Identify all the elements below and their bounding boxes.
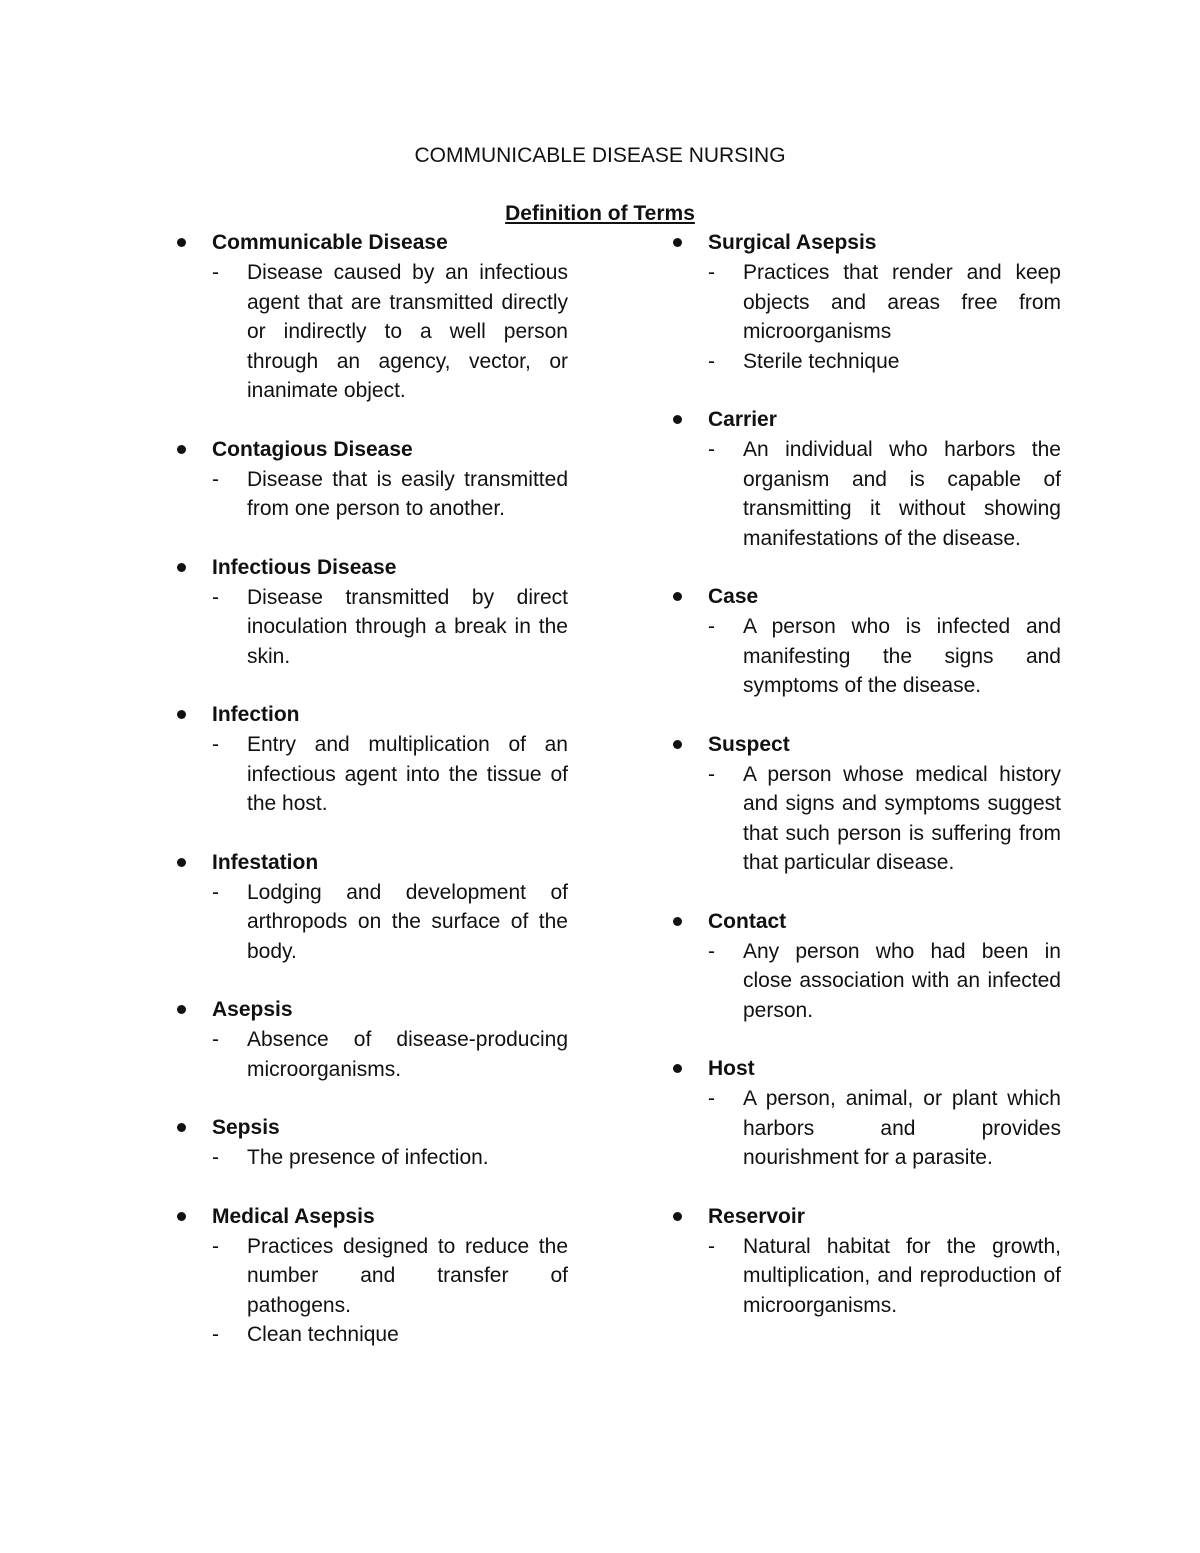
- dash-icon: -: [708, 349, 715, 373]
- dash-icon: -: [708, 1234, 715, 1258]
- definition-item: [708, 1084, 1061, 1173]
- definition-text: A person, animal, or plant which harbors and provides nourishment for a parasite.: [743, 1087, 1061, 1169]
- dash-icon: -: [708, 1087, 715, 1110]
- definition-item: [708, 1232, 1061, 1321]
- term-name: Carrier: [708, 408, 777, 431]
- bullet-icon: [177, 563, 186, 572]
- term-item: [666, 405, 1061, 553]
- term-item: [666, 228, 1061, 376]
- document-title: COMMUNICABLE DISEASE NURSING: [414, 144, 786, 167]
- dash-icon: -: [708, 939, 715, 963]
- term-name: Reservoir: [708, 1204, 805, 1228]
- definition-item: [708, 258, 1061, 347]
- bullet-icon: [177, 710, 186, 719]
- term-name: Host: [708, 1057, 755, 1080]
- definition-item: [212, 583, 568, 672]
- bullet-icon: [177, 1212, 186, 1221]
- definition-item: [212, 878, 568, 967]
- term-item: [170, 435, 568, 524]
- term-item: [666, 1202, 1061, 1321]
- definition-item: [708, 612, 1061, 701]
- definition-text: Lodging and development of arthropods on the surface of the body.: [247, 880, 568, 963]
- definition-text: Disease that is easily transmitted from one person to another.: [247, 467, 568, 520]
- left-column: [170, 228, 568, 1379]
- definition-text: Practices designed to reduce the number and transfer of pathogens.: [247, 1234, 568, 1317]
- definition-text: Disease caused by an infectious agent that are transmitted directly or indirectly to a well person through an agency, vector, or inanimate object.: [247, 261, 568, 402]
- dash-icon: -: [708, 762, 715, 786]
- bullet-icon: [673, 1212, 682, 1221]
- definition-item: [212, 465, 568, 524]
- definition-text: Any person who had been in close association with an infected person.: [743, 939, 1061, 1022]
- bullet-icon: [673, 238, 682, 247]
- term-item: [666, 1054, 1061, 1173]
- term-item: [170, 700, 568, 819]
- definition-item: [708, 937, 1061, 1026]
- dash-icon: -: [212, 880, 219, 904]
- definition-text: Natural habitat for the growth, multiplication, and reproduction of microorganisms.: [743, 1234, 1061, 1317]
- term-name: Surgical Asepsis: [708, 231, 877, 254]
- bullet-icon: [673, 740, 682, 749]
- definition-item: [708, 435, 1061, 553]
- dash-icon: -: [708, 261, 715, 284]
- definition-text: Entry and multiplication of an infectious agent into the tissue of the host.: [247, 733, 568, 815]
- term-item: [170, 228, 568, 406]
- bullet-icon: [673, 1064, 682, 1073]
- term-name: Infectious Disease: [212, 555, 397, 579]
- definition-item: [708, 347, 1061, 377]
- definition-text: Clean technique: [247, 1323, 399, 1346]
- dash-icon: -: [212, 585, 219, 609]
- definition-item: [708, 760, 1061, 878]
- definition-item: [212, 1143, 568, 1173]
- term-item: [666, 730, 1061, 878]
- definition-text: Absence of disease-producing microorganisms.: [247, 1028, 568, 1081]
- definition-item: [212, 1320, 568, 1350]
- dash-icon: -: [708, 438, 715, 461]
- term-item: [170, 553, 568, 672]
- dash-icon: -: [212, 733, 219, 756]
- term-name: Contagious Disease: [212, 437, 413, 461]
- term-name: Sepsis: [212, 1116, 280, 1139]
- definition-item: [212, 1232, 568, 1321]
- right-column: [666, 228, 1061, 1349]
- definition-text: Disease transmitted by direct inoculation through a break in the skin.: [247, 585, 568, 668]
- term-name: Medical Asepsis: [212, 1204, 375, 1228]
- bullet-icon: [177, 1123, 186, 1132]
- dash-icon: -: [212, 261, 219, 284]
- term-item: [170, 1202, 568, 1350]
- term-name: Case: [708, 585, 759, 608]
- term-item: [170, 995, 568, 1084]
- definition-text: A person who is infected and manifesting the signs and symptoms of the disease.: [743, 615, 1061, 697]
- definition-item: [212, 730, 568, 819]
- dash-icon: -: [212, 467, 219, 491]
- definition-text: Practices that render and keep objects and areas free from microorganisms: [743, 261, 1061, 343]
- term-name: Infestation: [212, 850, 319, 874]
- term-item: [170, 848, 568, 967]
- bullet-icon: [177, 1005, 186, 1014]
- term-item: [666, 582, 1061, 701]
- definition-item: [212, 1025, 568, 1084]
- bullet-icon: [177, 858, 186, 867]
- definition-text: The presence of infection.: [247, 1146, 489, 1169]
- dash-icon: -: [212, 1028, 219, 1051]
- section-heading: Definition of Terms: [505, 202, 695, 225]
- definition-text: A person whose medical history and signs and symptoms suggest that such person is suffering from that particular disease.: [743, 762, 1061, 874]
- dash-icon: -: [708, 615, 715, 638]
- bullet-icon: [177, 238, 186, 247]
- term-name: Infection: [212, 703, 300, 726]
- dash-icon: -: [212, 1234, 219, 1258]
- term-name: Communicable Disease: [212, 231, 448, 254]
- definition-text: Sterile technique: [743, 349, 900, 373]
- term-item: [170, 1113, 568, 1173]
- dash-icon: -: [212, 1323, 219, 1346]
- bullet-icon: [673, 592, 682, 601]
- term-name: Suspect: [708, 732, 790, 756]
- term-name: Asepsis: [212, 998, 293, 1021]
- dash-icon: -: [212, 1146, 219, 1169]
- bullet-icon: [673, 415, 682, 424]
- bullet-icon: [177, 445, 186, 454]
- definition-text: An individual who harbors the organism and is capable of transmitting it without showing manifestations of the disease.: [743, 438, 1061, 550]
- term-item: [666, 907, 1061, 1026]
- bullet-icon: [673, 917, 682, 926]
- term-name: Contact: [708, 909, 787, 933]
- definition-item: [212, 258, 568, 406]
